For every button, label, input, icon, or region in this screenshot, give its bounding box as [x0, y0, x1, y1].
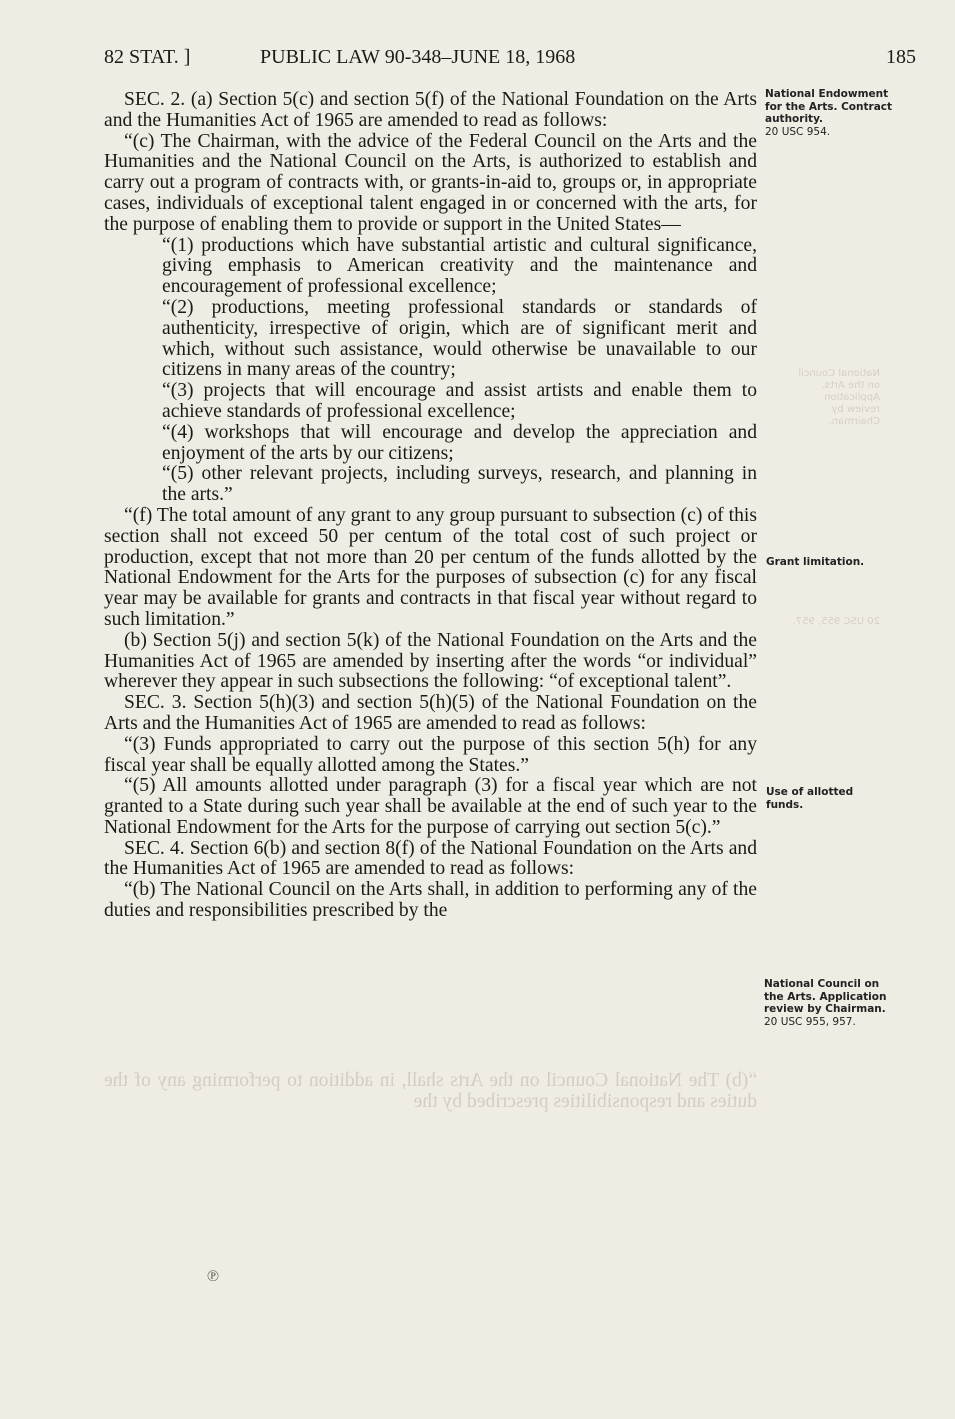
clause-5: “(5) other relevant projects, including surveys, research, and planning in the arts.”: [162, 463, 757, 506]
margin-note-title: Use of allotted funds.: [766, 786, 854, 811]
law-title: PUBLIC LAW 90-348–JUNE 18, 1968: [260, 46, 576, 68]
margin-note-cite: 20 USC 955, 957.: [764, 1015, 856, 1028]
subsection-f: “(f) The total amount of any grant to any group pursuant to subsection (c) of this section shall not exceed 50 per centum of the total cost of such project or production, except that not more than 20 per centum of the funds allotted by the National Endowment for the Arts for the purposes of subsection (c) for any fiscal year may be available for grants and contracts in that fiscal year without regard to such limitation.”: [104, 504, 757, 630]
margin-note-grant-limitation: [766, 556, 876, 569]
sec-4: SEC. 4. Section 6(b) and section 8(f) of the National Foundation on the Arts and the Humanities Act of 1965 are amended to read as follows:: [104, 837, 757, 880]
bleed-through-fragment: “(b) The National Council on the Arts shall, in addition to performing any of the duties and responsibilities prescribed by the: [104, 1070, 757, 1112]
subsection-b: “(b) The National Council on the Arts shall, in addition to performing any of the duties and responsibilities prescribed by the: [104, 879, 757, 922]
sec-3: SEC. 3. Section 5(h)(3) and section 5(h)(5) of the National Foundation on the Arts and the Humanities Act of 1965 are amended to read as follows:: [104, 692, 757, 734]
paragraph-3: “(3) Funds appropriated to carry out the purpose of this section 5(h) for any fiscal year shall be equally allotted among the States.”: [104, 733, 757, 776]
clause-3: “(3) projects that will encourage and assist artists and enable them to achieve standards of professional excellence;: [162, 380, 757, 422]
margin-note-title: Grant limitation.: [766, 556, 865, 568]
margin-note-title: National Endowment for the Arts. Contract authority.: [765, 88, 893, 125]
clause-2: “(2) productions, meeting professional standards or standards of authenticity, irrespective of origin, which are of significant merit and which, without such assistance, would otherwise be unavailable to our citizens in many areas of the country;: [162, 296, 757, 381]
clause-1: “(1) productions which have substantial artistic and cultural significance, giving emphasis to American creativity and the maintenance and encouragement of professional excellence;: [162, 234, 757, 298]
subsection-c: “(c) The Chairman, with the advice of the Federal Council on the Arts and the Humanities and the National Council on the Arts, is authorized to establish and carry out a program of contracts with, or grants-in-aid to, groups or, in appropriate cases, individuals of exceptional talent engaged in or concerned with the arts, for the purpose of enabling them to provide or support in the United States—: [104, 130, 757, 235]
bleed-through-note: [790, 368, 880, 428]
volume-citation: 82 STAT. ]: [104, 46, 191, 68]
margin-note-use-of-funds: [766, 786, 891, 811]
margin-note-contract-authority: [765, 88, 895, 138]
paragraph-5: “(5) All amounts allotted under paragraph (3) for a fiscal year which are not granted to a State during such year shall be available at the end of such year to the National Endowment for the Arts for the purpose of carrying out section 5(c).”: [104, 775, 757, 838]
sec-2-a: SEC. 2. (a) Section 5(c) and section 5(f) of the National Foundation on the Arts and the Humanities Act of 1965 are amended to read as follows:: [104, 89, 757, 131]
margin-note-title: National Council on the Arts. Application review by Chairman.: [764, 978, 887, 1015]
sec-2-b: (b) Section 5(j) and section 5(k) of the National Foundation on the Arts and the Humanities Act of 1965 are amended by inserting after the words “or individual” wherever they appear in such subsections the following: “of exceptional talent”.: [104, 629, 757, 693]
page-number: 185: [886, 46, 916, 68]
printer-mark: ℗: [207, 1268, 220, 1285]
clause-4: “(4) workshops that will encourage and develop the appreciation and enjoyment of the arts by our citizens;: [162, 421, 757, 464]
bleed-through-note: [790, 616, 880, 628]
bleed-through-note-text: National Council on the Arts. Application review by Chairman.: [798, 368, 880, 427]
margin-note-cite: 20 USC 954.: [765, 125, 831, 138]
margin-note-council-review: [764, 978, 902, 1028]
bleed-through-note-text: 20 USC 955, 957.: [792, 616, 880, 627]
